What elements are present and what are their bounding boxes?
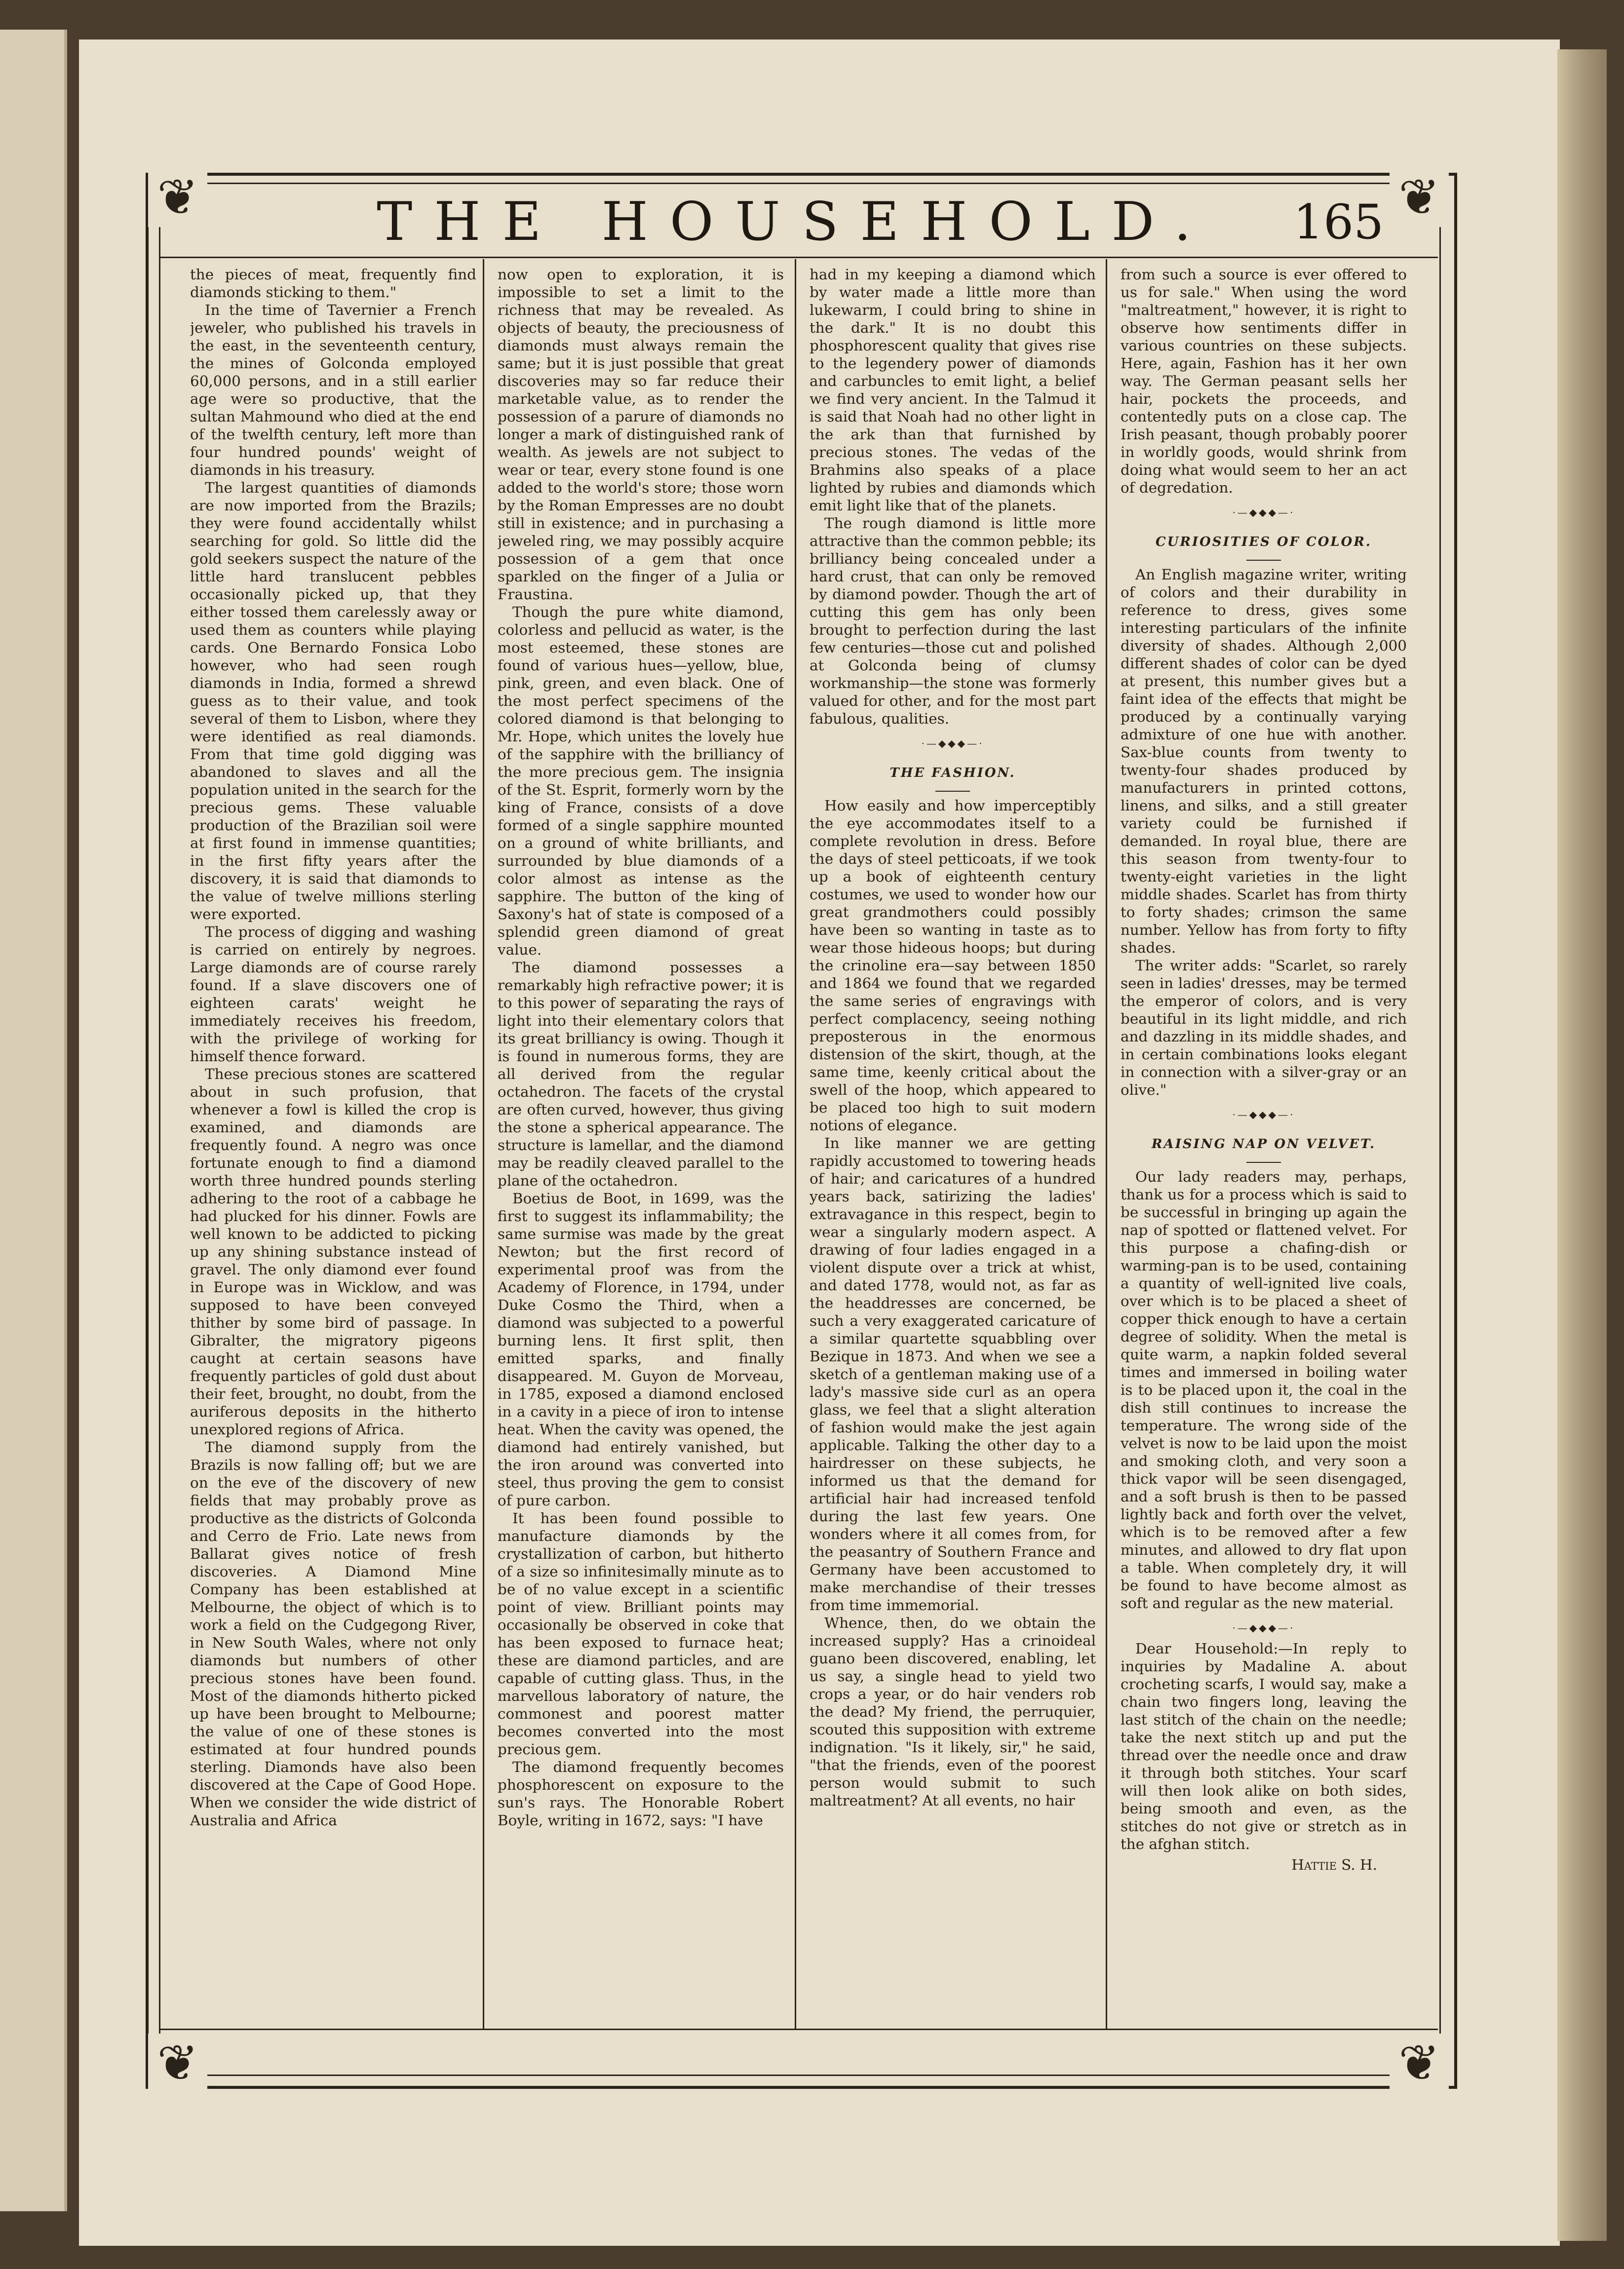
paragraph: The writer adds: "Scarlet, so rarely seen in ladies' dresses, may be termed the emperor of colors, and is very beautiful in its light middle, and rich and dazzling in its middle shades, and in certain combinations looks elegant in connection with a silver-gray or an olive." [1121, 957, 1407, 1098]
corner-ornament-icon: ❦ [1390, 2034, 1449, 2093]
section-ornament: ·—◆◆◆—· [1232, 1109, 1295, 1120]
section-ornament: ·—◆◆◆—· [1232, 1622, 1295, 1634]
paragraph: Though the pure white diamond, colorless and pellucid as water, is the most esteemed, these stones are found of various hues—yellow, blue, pink, green, and even black. One of the most perfect specimens of the colored diamond is that belonging to Mr. Hope, which unites the lovely hue of the sapphire with the brilliancy of the more precious gem. The insignia of the St. Esprit, formerly worn by the king of France, consists of a dove formed of a single sapphire mounted on a ground of white brilliants, and surrounded by blue diamonds of a color almost as intense as the sapphire. The button of the king of Saxony's hat of state is composed of a splendid green diamond of great value. [498, 604, 784, 958]
paragraph: It has been found possible to manufacture diamonds by the crystallization of carbon, but hitherto of a size so infinitesimally minute as to be of no value except in a scientific point of view. Brilliant points may occasionally be observed in coke that has been exposed to furnace heat; these are diamond particles, and are capable of cutting glass. Thus, in the marvellous laboratory of nature, the commonest and poorest matter becomes converted into the most precious gem. [498, 1510, 784, 1758]
header-rule [159, 257, 1438, 258]
paragraph: had in my keeping a diamond which by water made a little more than lukewarm, I could bring to shine in the dark." It is no doubt this phosphorescent quality that gives rise to the legendery power of diamonds and carbuncles to emit light, a belief we find very ancient. In the Talmud it is said that Noah had no other light in the ark than that furnished by precious stones. The vedas of the Brahmins also speaks of a place lighted by rubies and diamonds which emit light like that of the planets. [810, 266, 1096, 514]
paragraph: The diamond supply from the Brazils is now falling off; but we are on the eve of the discovery of new fields that may probably prove as productive as the districts of Golconda and Cerro de Frio. Late news from Ballarat gives notice of fresh discoveries. A Diamond Mine Company has been established at Melbourne, the object of which is to work a field on the Cudgegong River, in New South Wales, where not only diamonds but numbers of other precious stones have been found. Most of the diamonds hitherto picked up have been brought to Melbourne; the value of one of these stones is estimated at four hundred pounds sterling. Diamonds have also been discovered at the Cape of Good Hope. When we consider the wide district of Australia and Africa [190, 1439, 476, 1829]
corner-ornament-icon: ❦ [148, 2034, 207, 2093]
paragraph: The rough diamond is little more attractive than the common pebble; its brilliancy being concealed under a hard crust, that can only be removed by diamond powder. Though the art of cutting this gem has only been brought to perfection during the last few centuries—those cut and polished at Golconda being of clumsy workmanship—the stone was formerly valued for other, and for the most part fabulous, qualities. [810, 515, 1096, 727]
section-heading-fashion: THE FASHION. [889, 766, 1016, 780]
paragraph: In like manner we are getting rapidly accustomed to towering heads of hair; and caricatures of a hundred years back, satirizing the ladies' extravagance in this respect, begin to wear a singularly modern aspect. A drawing of four ladies engaged in a violent dispute over a trick at whist, and dated 1778, would not, as far as the headdresses are concerned, be such a very exaggerated caricature of a similar quartette squabbling over Bezique in 1873. And when we see a sketch of a gentleman making use of a lady's massive side curl as an opera glass, we feel that a slight alteration of fashion would make the jest again applicable. Talking the other day to a hairdresser on these subjects, he informed us that the demand for artificial hair had increased tenfold during the last few years. One wonders where it all comes from, for the peasantry of Southern France and Germany have been accustomed to make merchandise of their tresses from time immemorial. [810, 1135, 1096, 1614]
footer-rule [159, 2029, 1438, 2030]
paragraph: In the time of Tavernier a French jeweler, who published his travels in the east, in the seventeenth century, the mines of Golconda employed 60,000 persons, and in a still earlier age were so productive, that the sultan Mahmound who died at the end of the twelfth century, left more than four hundred pounds' weight of diamonds in his treasury. [190, 302, 476, 478]
paragraph: The largest quantities of diamonds are now imported from the Brazils; they were found accidentally whilst searching for gold. So little did the gold seekers suspect the nature of the little hard translucent pebbles occasionally picked up, that they either tossed them carelessly away or used them as counters while playing cards. One Bernardo Fonsica Lobo however, who had seen rough diamonds in India, formed a shrewd guess as to their value, and took several of them to Lisbon, where they were identified as real diamonds. From that time gold digging was abandoned to slaves and all the population united in the search for the precious gems. These valuable production of the Brazilian soil were at first found in immense quantities; in the first fifty years after the discovery, it is said that diamonds to the value of twelve millions sterling were exported. [190, 479, 476, 923]
paragraph: An English magazine writer, writing of colors and their durability in reference to dress, gives some interesting particulars of the infinite diversity of shades. Although 2,000 different shades of color can be dyed at present, this number gives but a faint idea of the effects that might be produced by a continually varying admixture of one hue with another. Sax-blue counts from twenty to twenty-four shades produced by manufacturers in printed cottons, linens, and silks, and a still greater variety could be furnished if demanded. In royal blue, there are this season from twenty-four to twenty-eight varieties in the light middle shades. Scarlet has from thirty to forty shades; crimson the same number. Yellow has from forty to fifty shades. [1121, 566, 1407, 956]
masthead-title: THE HOUSEHOLD. [377, 191, 1213, 253]
paragraph: now open to exploration, it is impossible to set a limit to the richness that may be revealed. As objects of beauty, the preciousness of diamonds must always remain the same; but it is just possible that great discoveries may so far reduce their marketable value, as to render the possession of a parure of diamonds no longer a mark of distinguished rank of wealth. As jewels are not subject to wear or tear, every stone found is one added to the world's store; those worn by the Roman Empresses are no doubt still in existence; and in purchasing a jeweled ring, we may possibly acquire possession of a gem that once sparkled on the finger of a Julia or Fraustina. [498, 266, 784, 603]
paragraph: How easily and how imperceptibly the eye accommodates itself to a complete revolution in dress. Before the days of steel petticoats, if we took up a book of eighteenth century costumes, we used to wonder how our great grandmothers could possibly have been so wanting in taste as to wear those hideous hoops; but during the crinoline era—say between 1850 and 1864 we found that we regarded the same series of engravings with perfect complacency, seeing nothing preposterous in the enormous distension of the skirt, though, at the same time, keenly critical about the swell of the hoop, which appeared to be placed too high to suit modern notions of elegance. [810, 797, 1096, 1134]
paragraph: These precious stones are scattered about in such profusion, that whenever a fowl is killed the crop is examined, and diamonds are frequently found. A negro was once fortunate enough to find a diamond worth three hundred pounds sterling adhering to the root of a cabbage he had plucked for his dinner. Fowls are well known to be addicted to picking up any shining substance instead of gravel. The only diamond ever found in Europe was in Wicklow, and was supposed to have been conveyed thither by some bird of passage. In Gibralter, the migratory pigeons caught at certain seasons have frequently particles of gold dust about their feet, brought, no doubt, from the auriferous deposits in the hitherto unexplored regions of Africa. [190, 1066, 476, 1438]
column-2 [498, 266, 784, 2023]
paragraph: The process of digging and washing is carried on entirely by negroes. Large diamonds are of course rarely found. If a slave discovers one of eighteen carats' weight he immediately receives his freedom, with the privilege of working for himself thence forward. [190, 923, 476, 1065]
letter-signature: Hattie S. H. [1291, 1856, 1377, 1873]
column-3 [810, 266, 1096, 2023]
column-1 [190, 266, 476, 2023]
book-spine-edge [1557, 49, 1607, 2241]
column-divider [483, 259, 484, 2029]
previous-page-edge [0, 30, 67, 2211]
heading-rule [1246, 560, 1281, 561]
paragraph: The diamond frequently becomes phosphorescent on exposure to the sun's rays. The Honorable Robert Boyle, writing in 1672, says: "I have [498, 1759, 784, 1829]
column-divider [795, 259, 796, 2029]
paragraph: from such a source is ever offered to us for sale." When using the word "maltreatment," however, it is right to observe how sentiments differ in various countries on these subjects. Here, again, Fashion has it her own way. The German peasant sells her hair, pockets the proceeds, and contentedly puts on a close cap. The Irish peasant, though probably poorer in worldly goods, would shrink from doing what would seem to her an act of degredation. [1121, 266, 1407, 496]
letter-paragraph: Dear Household:—In reply to inquiries by Madaline A. about crocheting scarfs, I would say, make a chain two fingers long, leaving the last stitch of the chain on the needle; take the next stitch up and put the thread over the needle once and draw it through both stitches. Your scarf will then look alike on both sides, being smooth and even, as the stitches do not give or stretch as in the afghan stitch. [1121, 1640, 1407, 1852]
paragraph: Our lady readers may, perhaps, thank us for a process which is said to be successful in bringing up again the nap of spotted or flattened velvet. For this purpose a chafing-dish or warming-pan is to be used, containing a quantity of well-ignited live coals, over which is to be placed a sheet of copper thick enough to have a certain degree of solidity. When the metal is quite warm, a napkin folded several times and immersed in boiling water is to be placed upon it, the coal in the dish still continues to increase the temperature. The wrong side of the velvet is now to be laid upon the moist and smoking cloth, and very soon a thick vapor will be seen disengaged, and a soft brush is then to be passed lightly back and forth over the velvet, which is to be removed after a few minutes, and allowed to dry flat upon a table. When completely dry, it will be found to have become almost as soft and regular as the new material. [1121, 1168, 1407, 1612]
column-divider [1106, 259, 1107, 2029]
section-heading-color: CURIOSITIES OF COLOR. [1156, 535, 1372, 549]
heading-rule [935, 791, 970, 792]
paragraph: The diamond possesses a remarkably high refractive power; it is to this power of separating the rays of light into their elementary colors that its great brilliancy is owing. Though it is found in numerous forms, they are all derived from the regular octahedron. The facets of the crystal are often curved, however, thus giving the stone a spherical appearance. The structure is lamellar, and the diamond may be readily cleaved parallel to the plane of the octahedron. [498, 959, 784, 1189]
heading-rule [1246, 1162, 1281, 1163]
corner-ornament-icon: ❦ [148, 168, 207, 227]
column-4 [1121, 266, 1407, 2023]
section-heading-velvet: RAISING NAP ON VELVET. [1151, 1137, 1376, 1152]
page-number: 165 [1293, 194, 1384, 250]
section-ornament: ·—◆◆◆—· [1232, 506, 1295, 518]
paragraph: Boetius de Boot, in 1699, was the first to suggest its inflammability; the same surmise was made by the great Newton; but the first record of experimental proof was from the Academy of Florence, in 1794, under Duke Cosmo the Third, when a diamond was subjected to a powerful burning lens. It first split, then emitted sparks, and finally disappeared. M. Guyon de Morveau, in 1785, exposed a diamond enclosed in a cavity in a piece of iron to intense heat. When the cavity was opened, the diamond had entirely vanished, but the iron around was converted into steel, thus proving the gem to consist of pure carbon. [498, 1190, 784, 1509]
corner-ornament-icon: ❦ [1390, 168, 1449, 227]
section-ornament: ·—◆◆◆—· [921, 737, 984, 749]
paragraph: Whence, then, do we obtain the increased supply? Has a crinoideal guano been discovered, enabling, let us say, a single head to yield two crops a year, or do hair venders rob the dead? My friend, the perruquier, scouted this supposition with extreme indignation. "Is it likely, sir," he said, "that the friends, even of the poorest person would submit to such maltreatment? At all events, no hair [810, 1615, 1096, 1809]
paragraph: the pieces of meat, frequently find diamonds sticking to them." [190, 266, 476, 301]
